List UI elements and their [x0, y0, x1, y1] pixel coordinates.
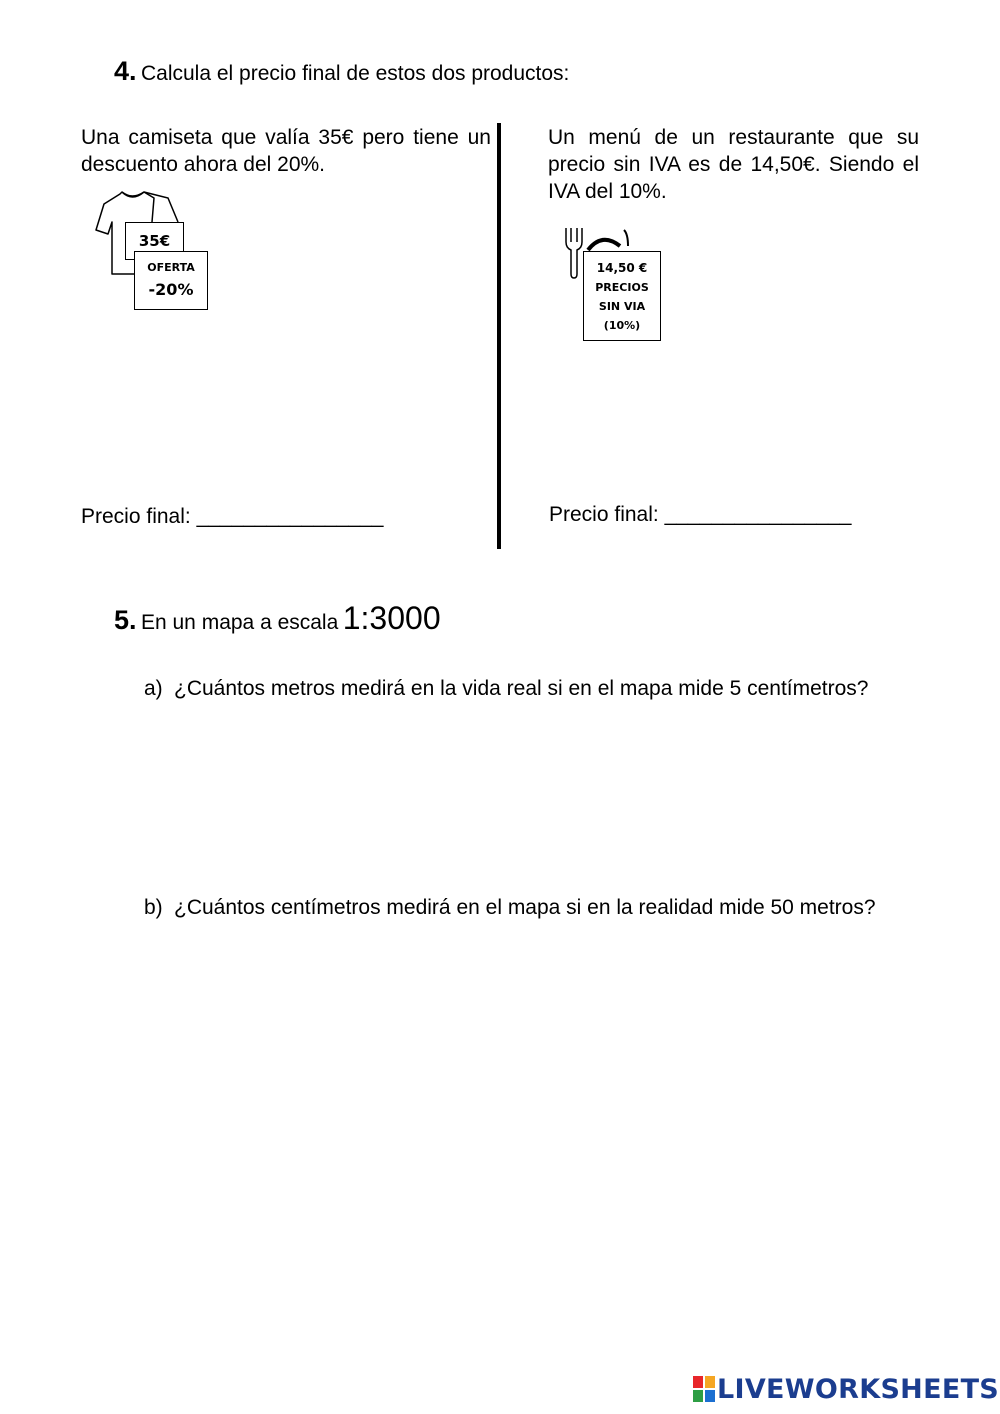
offer-tag-value: -20% — [148, 280, 194, 299]
offer-tag-label: OFERTA — [147, 261, 195, 274]
question-4-prompt: Calcula el precio final de estos dos productos: — [140, 62, 570, 85]
shirt-answer-label: Precio final: — [81, 505, 191, 528]
menu-answer-blank[interactable]: ________________ — [664, 503, 852, 526]
menu-price-tag — [583, 251, 661, 341]
menu-answer-label: Precio final: — [549, 503, 659, 526]
question-4-number: 4. — [114, 56, 137, 86]
liveworksheets-logo-text: LIVEWORKSHEETS — [717, 1373, 1000, 1405]
menu-problem-text: Un menú de un restaurante que su precio sin IVA es de 14,50€. Siendo el IVA del 10%. — [548, 126, 919, 203]
question-5-scale: 1:3000 — [342, 600, 441, 636]
shirt-answer-blank[interactable]: ________________ — [196, 505, 384, 528]
shirt-answer — [81, 505, 383, 529]
offer-tag — [134, 251, 208, 310]
menu-tag-line2: PRECIOS — [595, 281, 649, 294]
item-b-text: ¿Cuántos centímetros medirá en el mapa si en la realidad mide 50 metros? — [174, 896, 876, 919]
menu-tag-line3: SIN VIA — [598, 300, 646, 313]
item-a-label: a) — [144, 677, 163, 700]
menu-answer — [549, 503, 851, 527]
item-b-label: b) — [144, 896, 163, 919]
shirt-problem-text: Una camiseta que valía 35€ pero tiene un descuento ahora del 20%. — [81, 126, 491, 176]
item-a-text: ¿Cuántos metros medirá en la vida real si en el mapa mide 5 centímetros? — [174, 677, 869, 700]
logo-square-orange — [705, 1376, 715, 1388]
question-5-number: 5. — [114, 605, 137, 635]
question-5-prompt: En un mapa a escala — [140, 611, 339, 634]
liveworksheets-logo-icon — [693, 1376, 715, 1402]
logo-square-green — [693, 1390, 703, 1402]
column-divider — [497, 123, 501, 549]
question-5-heading — [114, 600, 441, 637]
question-4-heading — [114, 56, 569, 87]
price-tag-value: 35€ — [138, 232, 171, 250]
logo-square-blue — [705, 1390, 715, 1402]
liveworksheets-logo — [693, 1373, 999, 1405]
menu-tag-line4: (10%) — [603, 319, 641, 332]
logo-square-red — [693, 1376, 703, 1388]
menu-tag-price: 14,50 € — [596, 261, 648, 275]
